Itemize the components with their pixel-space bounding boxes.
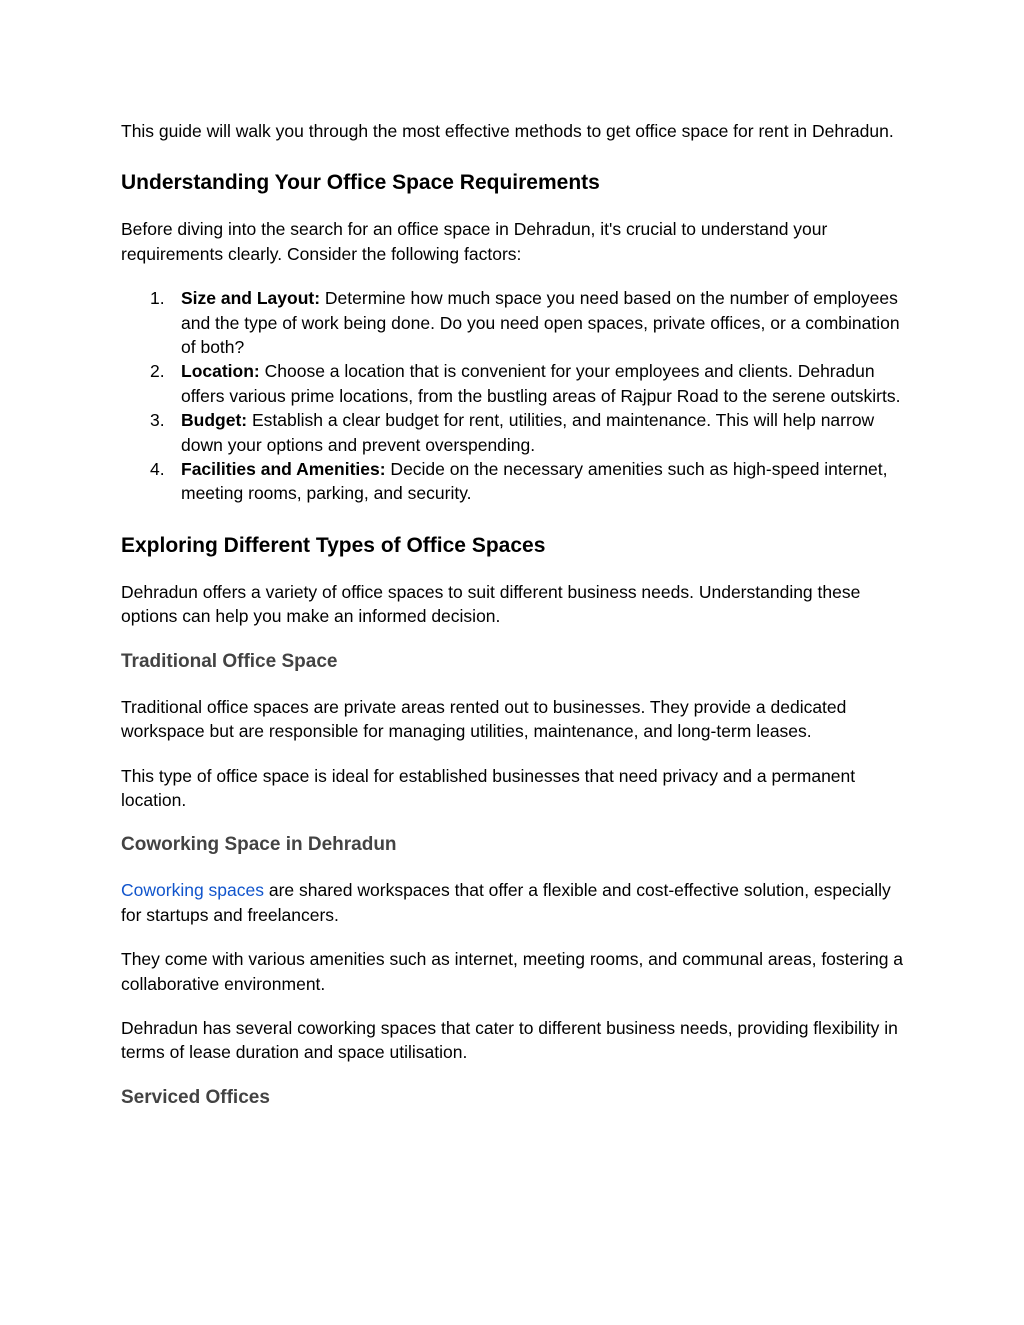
intro-paragraph: This guide will walk you through the most effective methods to get office space for rent in Dehradun.: [121, 121, 894, 141]
list-item-text: Determine how much space you need based on the number of employees and the type of work being done. Do you need open spaces, private offices, or a combination of both?: [181, 288, 900, 358]
document-page: [121, 119, 906, 1111]
factors-list: [121, 286, 906, 506]
coworking-paragraph-3: Dehradun has several coworking spaces that cater to different business needs, providing flexibility in terms of lease duration and space utilisation.: [121, 1017, 898, 1063]
list-item: [121, 286, 906, 359]
coworking-spaces-link[interactable]: Coworking spaces: [121, 880, 264, 901]
section-heading-requirements: Understanding Your Office Space Requirements: [121, 171, 600, 195]
list-item-number: 4.: [150, 459, 165, 480]
list-item-term: Size and Layout:: [181, 288, 321, 309]
coworking-paragraph-1-text: are shared workspaces that offer a flexible and cost-effective solution, especially for startups and freelancers.: [121, 880, 891, 925]
list-item-number: 2.: [150, 361, 165, 382]
traditional-paragraph-1: Traditional office spaces are private areas rented out to businesses. They provide a dedicated workspace but are responsible for managing utilities, maintenance, and long-term leases.: [121, 696, 847, 742]
subheading-traditional: Traditional Office Space: [121, 650, 338, 672]
list-item-text: Choose a location that is convenient for your employees and clients. Dehradun offers various prime locations, from the bustling areas of Rajpur Road to the serene outskirts.: [181, 361, 901, 406]
requirements-paragraph: Before diving into the search for an office space in Dehradun, it's crucial to understand your requirements clearly. Consider the following factors:: [121, 219, 828, 264]
coworking-paragraph-1: [121, 878, 906, 927]
types-paragraph: Dehradun offers a variety of office spaces to suit different business needs. Understanding these options can help you make an informed decision.: [121, 581, 861, 627]
subheading-serviced: Serviced Offices: [121, 1086, 270, 1108]
section-heading-types: Exploring Different Types of Office Spaces: [121, 533, 546, 557]
list-item: [121, 408, 906, 457]
list-item: [121, 359, 906, 408]
list-item-term: Budget:: [181, 410, 248, 431]
list-item-text: Decide on the necessary amenities such as high-speed internet, meeting rooms, parking, and security.: [181, 459, 888, 504]
list-item-text: Establish a clear budget for rent, utilities, and maintenance. This will help narrow down your options and prevent overspending.: [181, 410, 875, 455]
subheading-coworking: Coworking Space in Dehradun: [121, 834, 397, 856]
list-item-number: 3.: [150, 410, 165, 431]
coworking-paragraph-2: They come with various amenities such as internet, meeting rooms, and communal areas, fostering a collaborative environment.: [121, 949, 904, 994]
list-item-number: 1.: [150, 288, 165, 309]
list-item-term: Location:: [181, 361, 260, 382]
list-item: [121, 457, 906, 506]
traditional-paragraph-2: This type of office space is ideal for established businesses that need privacy and a permanent location.: [121, 765, 856, 810]
list-item-term: Facilities and Amenities:: [181, 459, 386, 480]
